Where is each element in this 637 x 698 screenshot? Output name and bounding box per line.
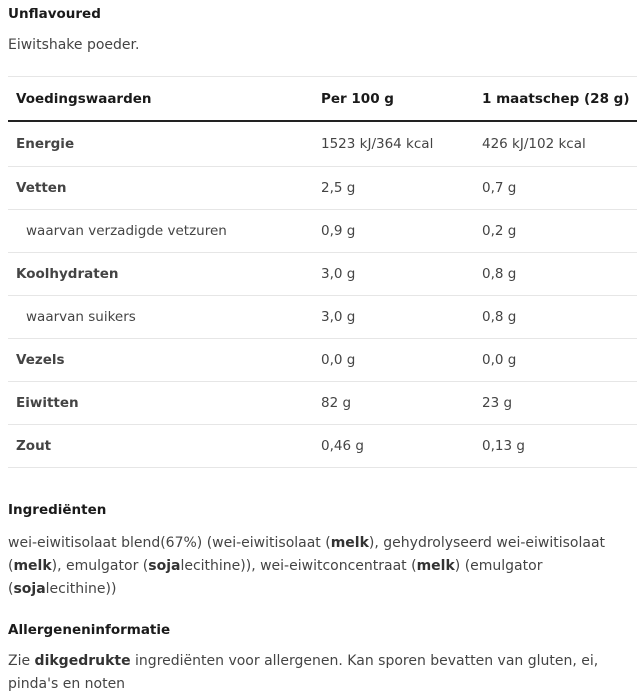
- header-per-100g: Per 100 g: [321, 77, 482, 122]
- nutrition-table: [8, 76, 637, 468]
- table-row: [8, 339, 637, 382]
- value-per-100g: 1523 kJ/364 kcal: [321, 121, 482, 167]
- nutrient-name: Eiwitten: [8, 382, 321, 425]
- nutrient-name: Zout: [8, 425, 321, 468]
- header-nutrient: Voedingswaarden: [8, 77, 321, 122]
- highlighted-allergen: dikgedrukte: [34, 653, 131, 669]
- nutrient-name: Vetten: [8, 167, 321, 210]
- nutrition-header-row: [8, 77, 637, 122]
- value-per-100g: 2,5 g: [321, 167, 482, 210]
- value-per-portion: 426 kJ/102 kcal: [482, 121, 637, 167]
- nutrient-name: Koolhydraten: [8, 253, 321, 296]
- ingredients-title: Ingrediënten: [8, 502, 107, 518]
- value-per-portion: 0,0 g: [482, 339, 637, 382]
- text-segment: wei-eiwitisolaat blend(67%) (wei-eiwitisolaat (: [8, 535, 331, 551]
- nutrient-name: waarvan suikers: [8, 296, 321, 339]
- value-per-portion: 0,13 g: [482, 425, 637, 468]
- value-per-portion: 0,2 g: [482, 210, 637, 253]
- value-per-portion: 0,8 g: [482, 253, 637, 296]
- table-row: [8, 167, 637, 210]
- product-description: Eiwitshake poeder.: [8, 37, 140, 53]
- table-row: [8, 121, 637, 167]
- text-segment: ingrediënten voor allergenen. Kan sporen bevatten van gluten, ei, pinda's en noten: [8, 653, 599, 692]
- allergens-text: [8, 650, 633, 696]
- nutrient-name: Energie: [8, 121, 321, 167]
- text-segment: ) (emulgator (: [8, 558, 543, 597]
- value-per-portion: 0,8 g: [482, 296, 637, 339]
- text-segment: lecithine)), wei-eiwitconcentraat (: [180, 558, 417, 574]
- allergens-title: Allergeneninformatie: [8, 622, 171, 638]
- value-per-100g: 82 g: [321, 382, 482, 425]
- text-segment: lecithine)): [45, 581, 117, 597]
- table-row: [8, 210, 637, 253]
- table-row: [8, 296, 637, 339]
- highlighted-allergen: soja: [13, 581, 46, 597]
- value-per-portion: 23 g: [482, 382, 637, 425]
- table-row: [8, 382, 637, 425]
- value-per-100g: 0,0 g: [321, 339, 482, 382]
- ingredients-text: [8, 532, 633, 601]
- highlighted-allergen: melk: [330, 535, 369, 551]
- value-per-100g: 3,0 g: [321, 253, 482, 296]
- flavour-title: Unflavoured: [8, 6, 101, 22]
- nutrient-name: Vezels: [8, 339, 321, 382]
- value-per-100g: 0,9 g: [321, 210, 482, 253]
- value-per-100g: 0,46 g: [321, 425, 482, 468]
- text-segment: Zie: [8, 653, 35, 669]
- value-per-100g: 3,0 g: [321, 296, 482, 339]
- highlighted-allergen: melk: [13, 558, 52, 574]
- header-per-portion: 1 maatschep (28 g): [482, 77, 637, 122]
- nutrient-name: waarvan verzadigde vetzuren: [8, 210, 321, 253]
- value-per-portion: 0,7 g: [482, 167, 637, 210]
- text-segment: ), emulgator (: [51, 558, 149, 574]
- text-segment: ), gehydrolyseerd wei-eiwitisolaat (: [8, 535, 606, 574]
- highlighted-allergen: soja: [148, 558, 181, 574]
- nutrition-body: [8, 121, 637, 468]
- table-row: [8, 253, 637, 296]
- highlighted-allergen: melk: [416, 558, 455, 574]
- table-row: [8, 425, 637, 468]
